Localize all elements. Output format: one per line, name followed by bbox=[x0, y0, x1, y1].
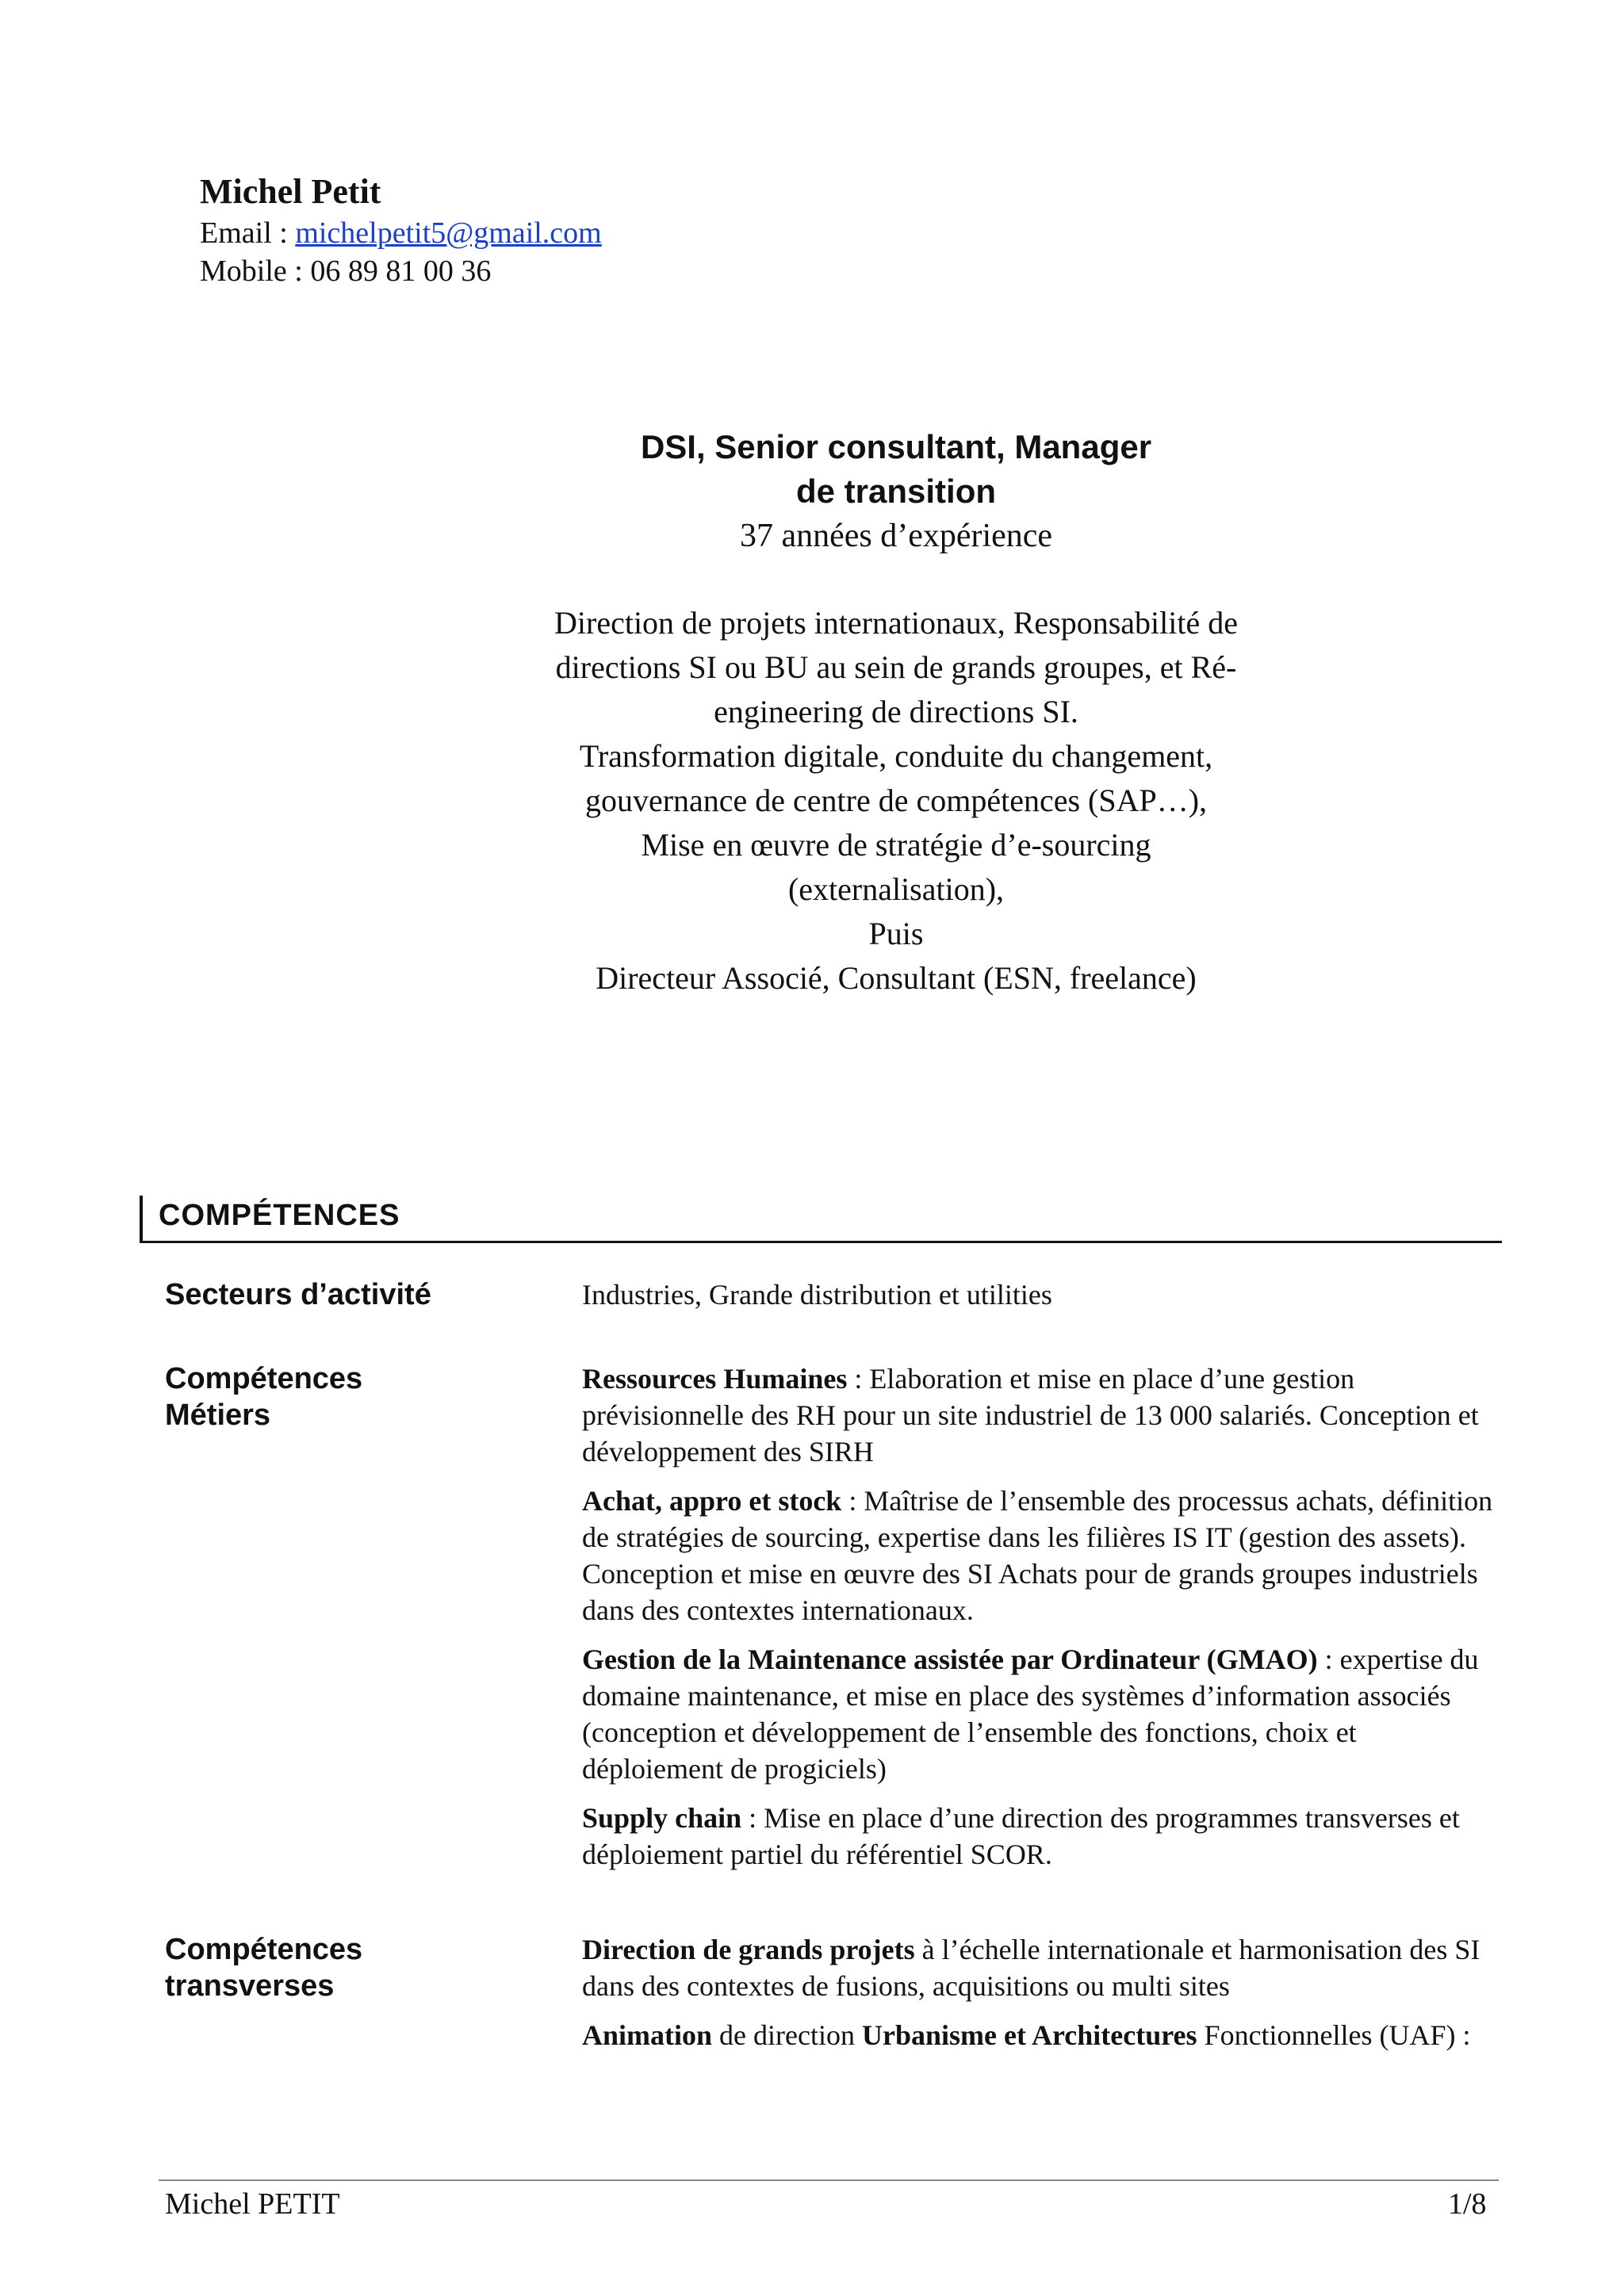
content-competences-transverses bbox=[582, 1931, 1502, 2066]
transverse-item-text: Fonctionnelles (UAF) : bbox=[1197, 2019, 1471, 2051]
summary-paragraph-4: Puis bbox=[868, 916, 924, 951]
metier-item-achat bbox=[582, 1483, 1502, 1628]
section-title: COMPÉTENCES bbox=[159, 1199, 400, 1232]
mobile-separator: : bbox=[286, 254, 311, 288]
content-secteurs: Industries, Grande distribution et utilities bbox=[582, 1279, 1052, 1311]
label-secteurs: Secteurs d’activité bbox=[165, 1278, 431, 1311]
candidate-name: Michel Petit bbox=[200, 172, 381, 211]
transverse-item-text: de direction bbox=[712, 2019, 862, 2051]
experience-years: 37 années d’expérience bbox=[739, 518, 1053, 554]
email-label: Email bbox=[200, 216, 272, 250]
summary-paragraph-5: Directeur Associé, Consultant (ESN, freelance) bbox=[596, 960, 1197, 996]
transverse-item-text: à l’échelle internationale et harmonisation des SI dans des contextes de fusions, acquisitions ou multi sites bbox=[582, 1934, 1480, 2002]
summary-paragraph-1: Direction de projets internationaux, Responsabilité de directions SI ou BU au sein de grands groupes, et Ré-engineering de directions SI. bbox=[554, 605, 1238, 729]
email-separator: : bbox=[271, 216, 296, 250]
label-metiers-line1: Compétences bbox=[165, 1362, 363, 1395]
profile-summary bbox=[492, 601, 1300, 1001]
mobile-line bbox=[200, 252, 602, 290]
metier-item-text: : Mise en place d’une direction des programmes transverses et déploiement partiel du référentiel SCOR. bbox=[582, 1802, 1460, 1870]
summary-paragraph-2: Transformation digitale, conduite du changement, gouvernance de centre de compétences (SAP…), bbox=[579, 738, 1213, 818]
transverse-item-animation bbox=[582, 2017, 1502, 2053]
job-title: DSI, Senior consultant, Manager de transition bbox=[640, 428, 1152, 510]
cv-header bbox=[200, 170, 602, 290]
transverse-item-title: Direction de grands projets bbox=[582, 1934, 915, 1965]
transverse-item-title: Animation bbox=[582, 2019, 713, 2051]
mobile-number: 06 89 81 00 36 bbox=[310, 254, 492, 288]
metier-item-text: : Maîtrise de l’ensemble des processus achats, définition de stratégies de sourcing, expertise dans les filières IS IT (gestion des assets). Conception et mise en œuvre des SI Achats pour de grands groupes industriels dans des contextes internationaux. bbox=[582, 1485, 1493, 1626]
metier-item-title: Gestion de la Maintenance assistée par Ordinateur (GMAO) bbox=[582, 1644, 1318, 1675]
footer-author: Michel PETIT bbox=[165, 2187, 340, 2221]
section-heading-competences bbox=[140, 1196, 1502, 1243]
transverse-item-title: Urbanisme et Architectures bbox=[861, 2019, 1197, 2051]
job-title-block bbox=[476, 425, 1316, 558]
metier-item-text: : expertise du domaine maintenance, et mise en place des systèmes d’information associés (conception et développement de l’ensemble des fonctions, choix et déploiement de progiciels) bbox=[582, 1644, 1479, 1785]
transverse-item-grands-projets bbox=[582, 1931, 1502, 2004]
metier-item-text: : Elaboration et mise en place d’une gestion prévisionnelle des RH pour un site industriel de 13 000 salariés. Conception et développement des SIRH bbox=[582, 1363, 1479, 1468]
metier-item-rh bbox=[582, 1360, 1502, 1470]
footer-divider bbox=[159, 2179, 1499, 2181]
summary-paragraph-3: Mise en œuvre de stratégie d’e-sourcing (externalisation), bbox=[641, 827, 1151, 907]
footer-page-number: 1/8 bbox=[1448, 2187, 1487, 2221]
label-competences-transverses bbox=[165, 1931, 561, 2004]
metier-item-title: Supply chain bbox=[582, 1802, 742, 1834]
metier-item-title: Achat, appro et stock bbox=[582, 1485, 842, 1517]
label-transverses-line2: transverses bbox=[165, 1969, 335, 2003]
mobile-label: Mobile bbox=[200, 254, 287, 288]
metier-item-title: Ressources Humaines bbox=[582, 1363, 848, 1395]
email-line bbox=[200, 214, 602, 252]
label-metiers-line2: Métiers bbox=[165, 1399, 271, 1432]
content-competences-metiers bbox=[582, 1360, 1502, 1885]
metier-item-supply-chain bbox=[582, 1800, 1502, 1873]
label-transverses-line1: Compétences bbox=[165, 1933, 363, 1966]
label-competences-metiers bbox=[165, 1360, 561, 1433]
metier-item-gmao bbox=[582, 1641, 1502, 1787]
email-link[interactable]: michelpetit5@gmail.com bbox=[295, 216, 602, 250]
